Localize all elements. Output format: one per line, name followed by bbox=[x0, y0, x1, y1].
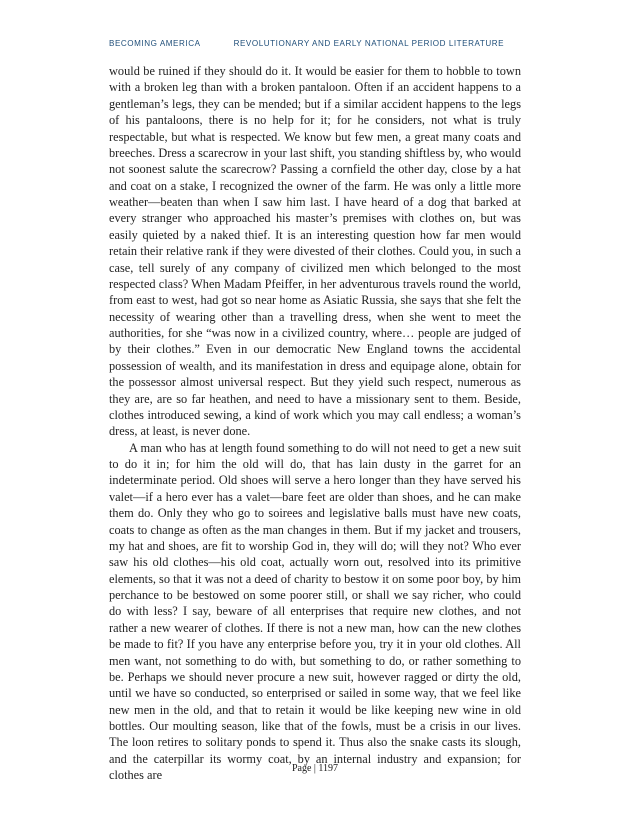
paragraph: A man who has at length found something to do will not need to get a new suit to do it in; for him the old will do, that has lain dusty in the garret for an indeterminate period. Old shoes will serve a hero longer than they have served his valet—if a hero ever has a valet—bare feet are older than shoes, and he can make them do. Only they who go to soirees and legislative balls must have new coats, coats to change as often as the man changes in them. But if my jacket and trousers, my hat and shoes, are fit to worship God in, they will do; will they not? Who ever saw his old clothes—his old coat, actually worn out, resolved into its primitive elements, so that it was not a deed of charity to bestow it on some poor boy, by him perchance to be bestowed on some poorer still, or shall we say richer, who could do with less? I say, beware of all enterprises that require new clothes, and not rather a new wearer of clothes. If there is not a new man, how can the new clothes be made to fit? If you have any enterprise before you, try it in your old clothes. All men want, not something to do with, but something to do, or rather something to be. Perhaps we should never procure a new suit, however ragged or dirty the old, until we have so conducted, so enterprised or sailed in some way, that we feel like new men in the old, and that to retain it would be like keeping new wine in old bottles. Our moulting season, like that of the fowls, must be a crisis in our lives. The loon retires to solitary ponds to spend it. Thus also the snake casts its slough, and the caterpillar its wormy coat, by an internal industry and expansion; for clothes are bbox=[109, 440, 521, 783]
running-header bbox=[109, 39, 529, 48]
book-title: BECOMING AMERICA bbox=[109, 39, 201, 48]
page-number: Page | 1197 bbox=[291, 763, 339, 774]
section-title: REVOLUTIONARY AND EARLY NATIONAL PERIOD LITERATURE bbox=[233, 39, 505, 48]
paragraph-continued: would be ruined if they should do it. It would be easier for them to hobble to town with a broken leg than with a broken pantaloon. Often if an accident happens to a gentleman’s legs, they can be mended; but if a similar accident happens to the legs of his pantaloons, there is no help for it; for he considers, not what is truly respectable, but what is respected. We know but few men, a great many coats and breeches. Dress a scarecrow in your last shift, you standing shiftless by, who would not soonest salute the scarecrow? Passing a cornfield the other day, close by a hat and coat on a stake, I recognized the owner of the farm. He was only a little more weather—beaten than when I saw him last. I have heard of a dog that barked at every stranger who approached his master’s premises with clothes on, but was easily quieted by a naked thief. It is an interesting question how far men would retain their relative rank if they were divested of their clothes. Could you, in such a case, tell surely of any company of civilized men which belonged to the most respected class? When Madam Pfeiffer, in her adventurous travels round the world, from east to west, had got so near home as Asiatic Russia, she says that she felt the necessity of wearing other than a travelling dress, when she went to meet the authorities, for she “was now in a civilized country, where… people are judged of by their clothes.” Even in our democratic New England towns the accidental possession of wealth, and its manifestation in dress and equipage alone, obtain for the possessor almost universal respect. But they yield such respect, numerous as they are, are so far heathen, and need to have a missionary sent to them. Beside, clothes introduced sewing, a kind of work which you may call endless; a woman’s dress, at least, is never done. bbox=[109, 64, 521, 439]
body-text bbox=[109, 63, 521, 784]
